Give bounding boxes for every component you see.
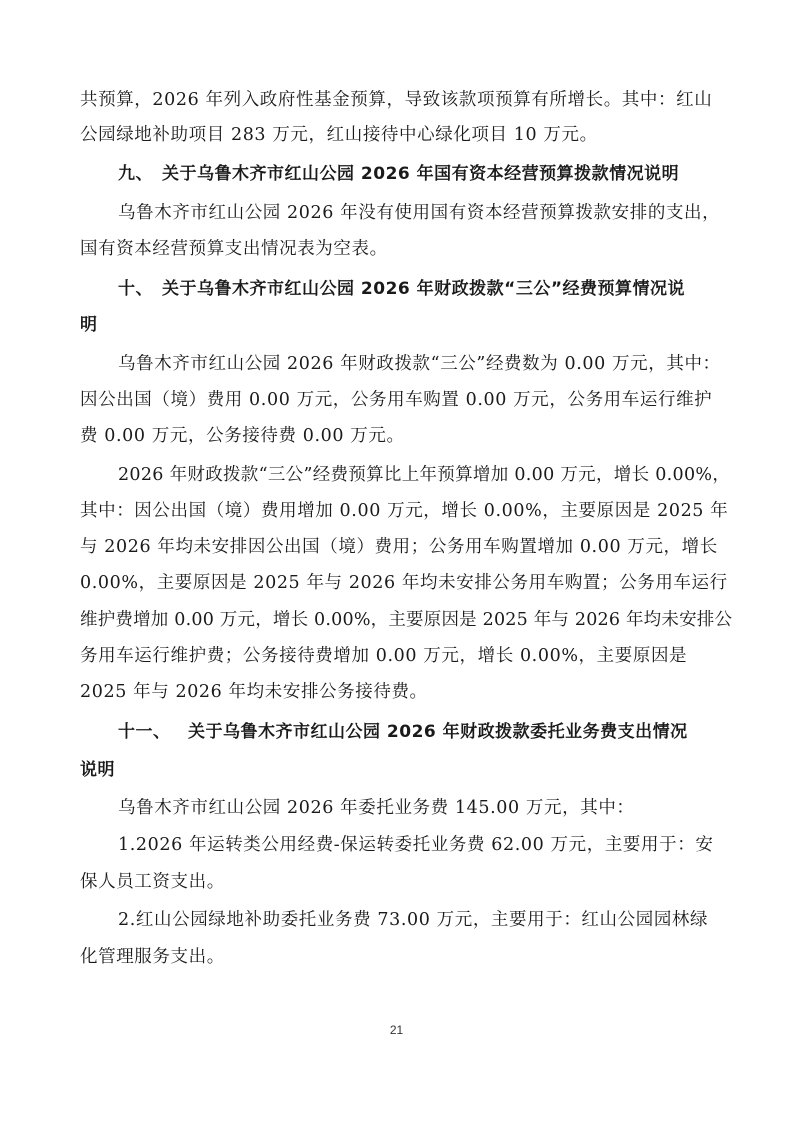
heading-text: 关于乌鲁木齐市红山公园 2026 年财政拨款委托业务费支出情况 [188, 722, 688, 742]
section-heading-10 [118, 277, 685, 301]
paragraph-line: 务用车运行维护费；公务接待费增加 0.00 万元，增长 0.00%，主要原因是 [80, 646, 688, 666]
heading-text: 关于乌鲁木齐市红山公园 2026 年财政拨款“三公”经费预算情况说 [162, 279, 685, 299]
paragraph-line: 乌鲁木齐市红山公园 2026 年财政拨款“三公”经费数为 0.00 万元，其中： [118, 354, 721, 374]
heading-number: 十一、 [118, 722, 171, 742]
page-number: 21 [389, 1023, 404, 1037]
paragraph-line: 费 0.00 万元，公务接待费 0.00 万元。 [80, 426, 405, 446]
heading-number: 十、 [118, 279, 153, 299]
section-heading-11 [118, 720, 688, 744]
paragraph-line: 因公出国（境）费用 0.00 万元，公务用车购置 0.00 万元，公务用车运行维护 [80, 390, 713, 410]
heading-text: 关于乌鲁木齐市红山公园 2026 年国有资本经营预算拨款情况说明 [162, 164, 680, 184]
paragraph-line: 2.红山公园绿地补助委托业务费 73.00 万元，主要用于：红山公园园林绿 [118, 910, 709, 930]
paragraph-line: 共预算，2026 年列入政府性基金预算，导致该款项预算有所增长。其中：红山 [80, 90, 713, 110]
paragraph-line: 国有资本经营预算支出情况表为空表。 [80, 239, 388, 259]
paragraph-line: 维护费增加 0.00 万元，增长 0.00%，主要原因是 2025 年与 2026 年均未安排公 [80, 610, 733, 630]
paragraph-line: 公园绿地补助项目 283 万元，红山接待中心绿化项目 10 万元。 [80, 125, 598, 145]
paragraph-line: 其中：因公出国（境）费用增加 0.00 万元，增长 0.00%，主要原因是 2025 年 [80, 501, 729, 521]
paragraph-line: 与 2026 年均未安排因公出国（境）费用；公务用车购置增加 0.00 万元，增长 [80, 537, 718, 557]
paragraph-line: 2025 年与 2026 年均未安排公务接待费。 [80, 682, 428, 702]
paragraph-line: 乌鲁木齐市红山公园 2026 年没有使用国有资本经营预算拨款安排的支出， [118, 203, 721, 223]
paragraph-line: 乌鲁木齐市红山公园 2026 年委托业务费 145.00 万元，其中： [118, 798, 635, 818]
paragraph-line: 2026 年财政拨款“三公”经费预算比上年预算增加 0.00 万元，增长 0.00%， [118, 465, 731, 485]
section-heading-11-continuation: 说明 [80, 760, 115, 780]
paragraph-line: 化管理服务支出。 [80, 947, 225, 967]
section-heading-10-continuation: 明 [80, 315, 98, 335]
paragraph-line: 保人员工资支出。 [80, 872, 225, 892]
section-heading-9 [118, 162, 679, 186]
heading-number: 九、 [118, 164, 153, 184]
paragraph-line: 0.00%，主要原因是 2025 年与 2026 年均未安排公务用车购置；公务用车运行 [80, 573, 728, 593]
paragraph-line: 1.2026 年运转类公用经费-保运转委托业务费 62.00 万元，主要用于：安 [118, 835, 714, 855]
